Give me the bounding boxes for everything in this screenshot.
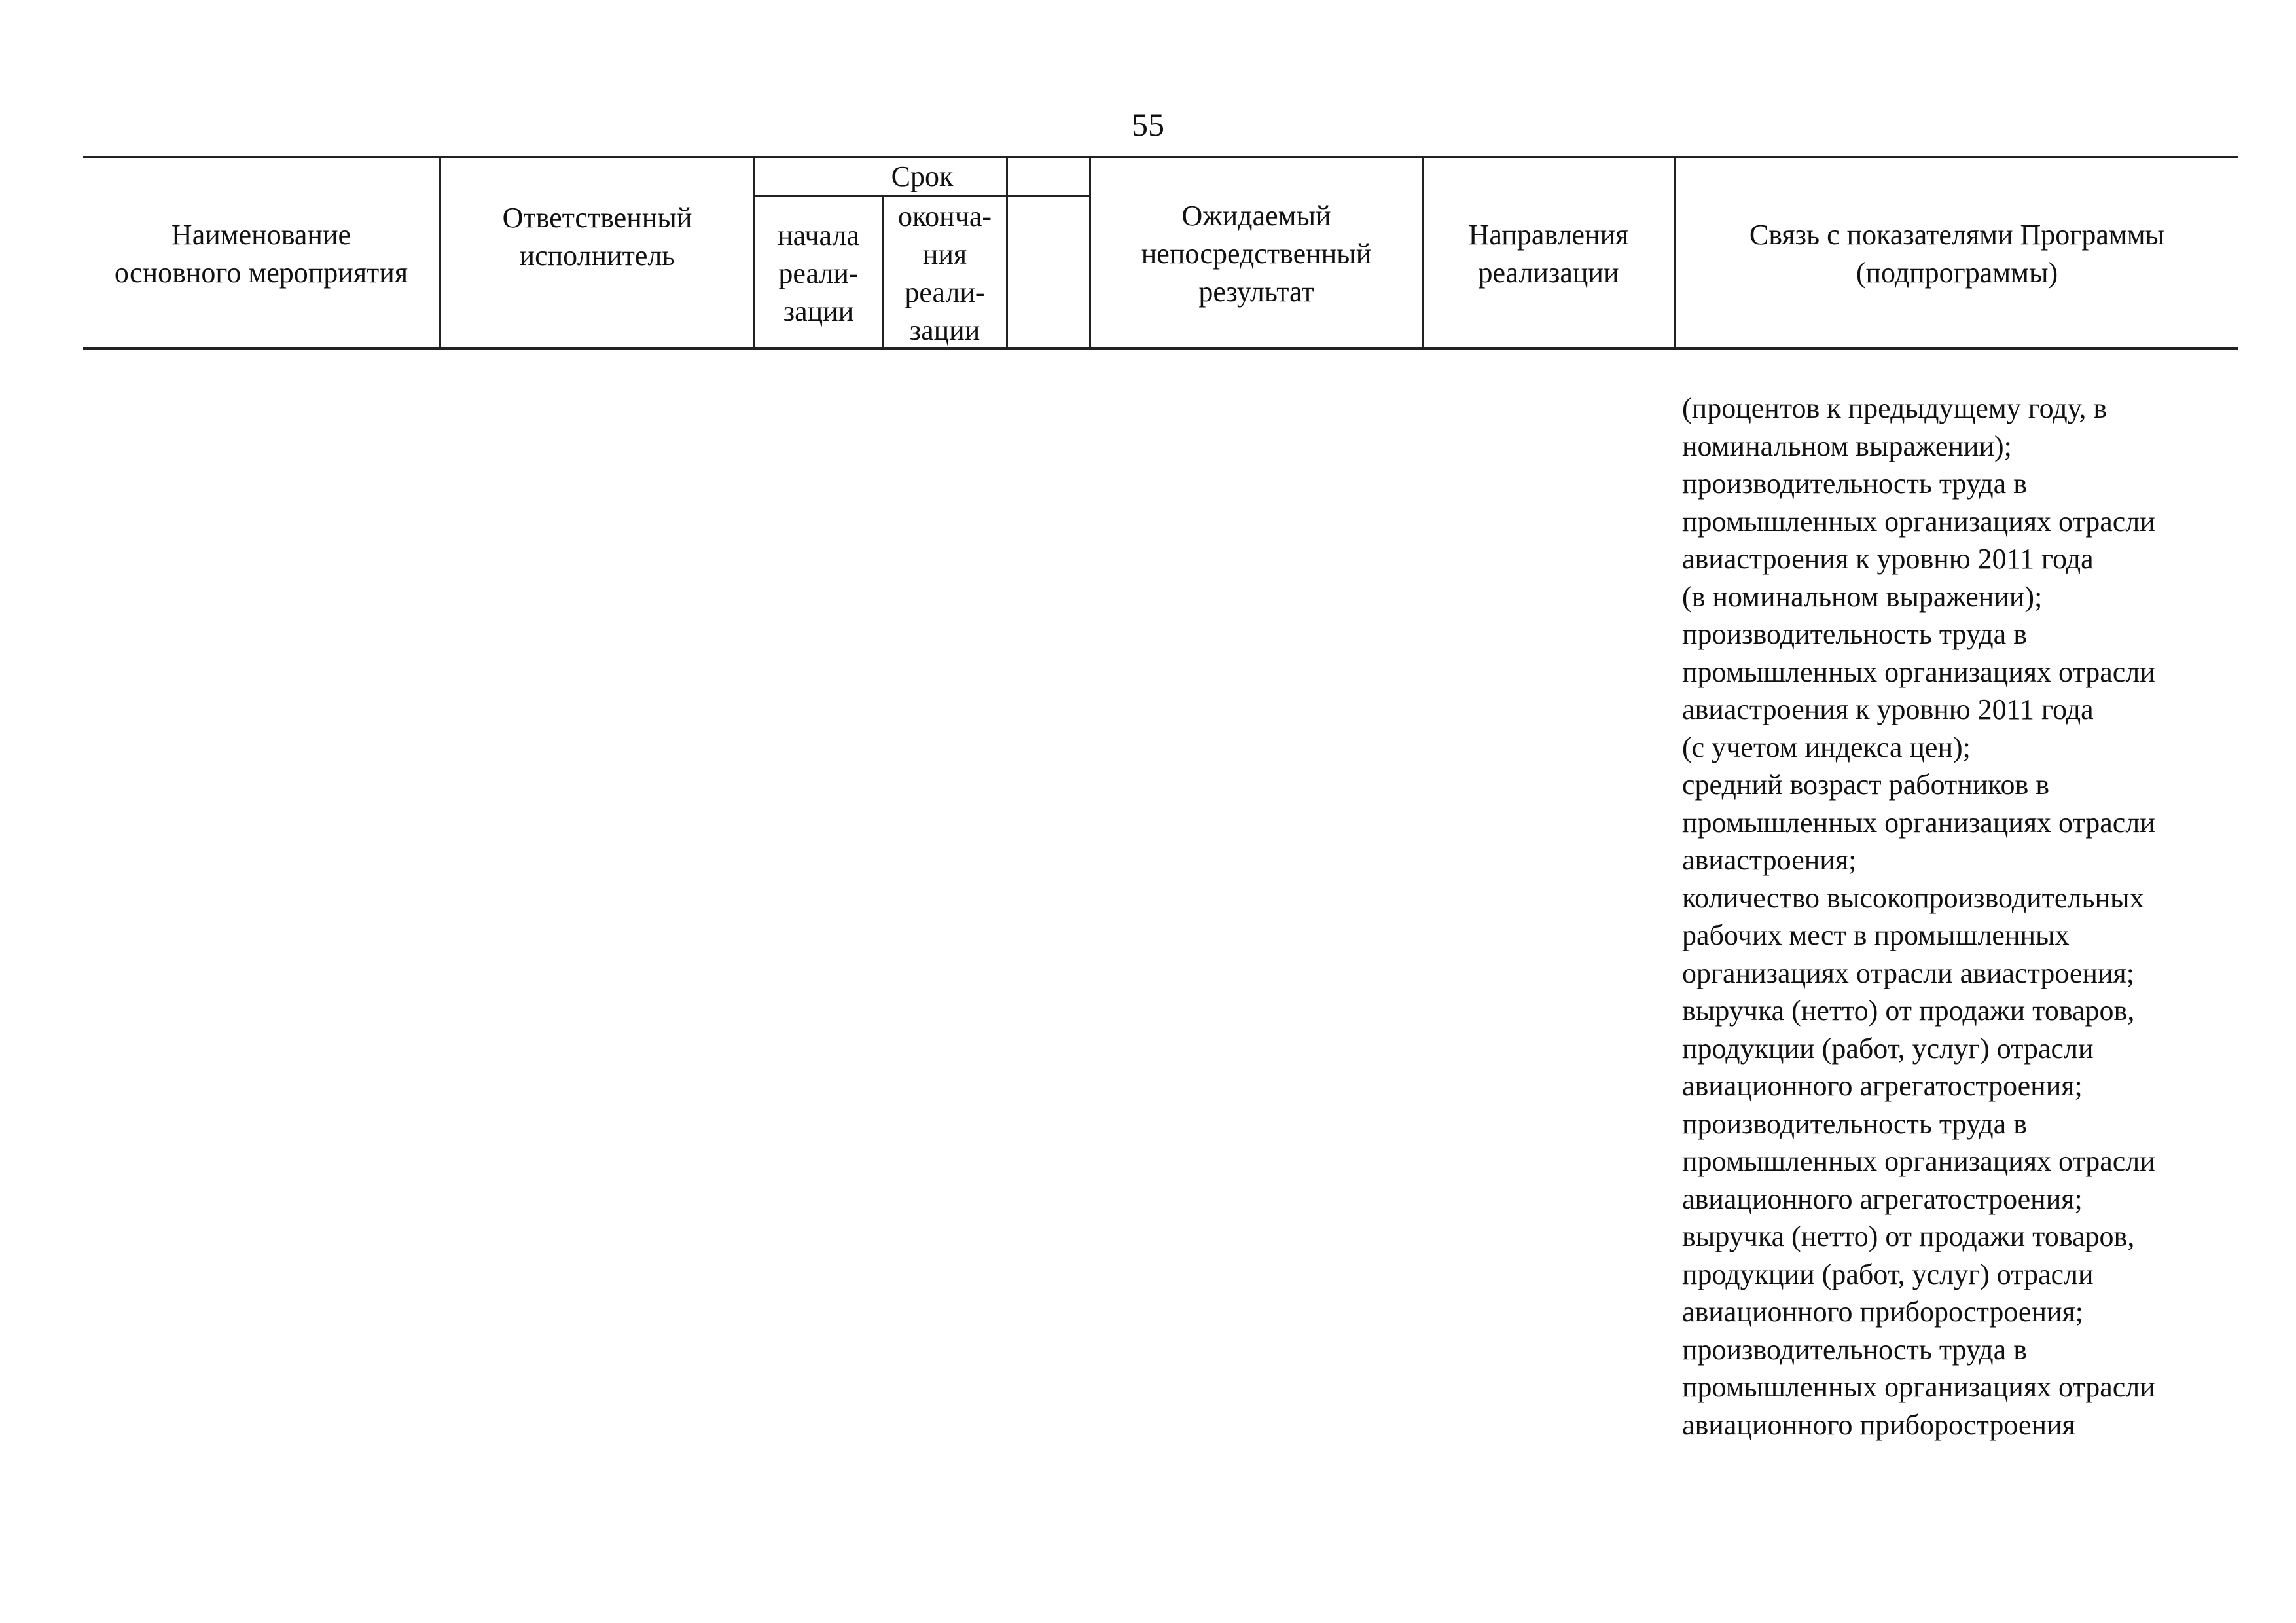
header-start <box>755 197 882 350</box>
header-activity-name <box>83 158 439 350</box>
indicator-text-line: выручка (нетто) от продажи товаров, <box>1682 994 2135 1027</box>
indicator-text-line: (процентов к предыдущему году, в <box>1682 392 2108 424</box>
indicator-text-line: авиастроения к уровню 2011 года <box>1682 693 2094 725</box>
header-text-line: Ожидаемый <box>1181 200 1331 232</box>
indicator-text-line: производительность труда в <box>1682 618 2027 650</box>
header-text-line: результат <box>1198 276 1314 308</box>
program-indicators-text <box>1682 390 2258 1444</box>
header-text-line: начала <box>778 219 859 251</box>
header-text-line: ния <box>922 238 967 270</box>
indicator-text-line: (с учетом индекса цен); <box>1682 731 1971 763</box>
indicator-text-line: номинальном выражении); <box>1682 429 2012 462</box>
indicator-text-line: рабочих мест в промышленных <box>1682 919 2070 951</box>
indicator-text-line: выручка (нетто) от продажи товаров, <box>1682 1220 2135 1252</box>
header-term <box>755 158 1089 195</box>
header-text-line: Ответственный <box>502 202 692 234</box>
indicator-text-line: авиационного агрегатостроения; <box>1682 1182 2083 1215</box>
header-responsible-executor <box>441 158 753 316</box>
indicator-text-line: промышленных организациях отрасли <box>1682 806 2155 839</box>
indicator-text-line: промышленных организациях отрасли <box>1682 1145 2155 1177</box>
indicator-text-line: количество высокопроизводительных <box>1682 881 2144 914</box>
indicator-text-line: (в номинальном выражении); <box>1682 580 2043 613</box>
indicator-text-line: авиастроения к уровню 2011 года <box>1682 543 2094 575</box>
header-expected-result <box>1091 158 1422 350</box>
indicator-text-line: авиационного приборостроения <box>1682 1408 2075 1441</box>
header-text-line: Срок <box>891 160 954 192</box>
header-text-line: исполнитель <box>519 240 675 272</box>
header-text-line: Наименование <box>171 219 351 251</box>
header-text-line: основного мероприятия <box>114 257 408 289</box>
header-text-line: зации <box>909 314 980 346</box>
header-end <box>884 197 1006 350</box>
indicator-text-line: авиастроения; <box>1682 844 1857 876</box>
header-text-line: зации <box>783 295 854 327</box>
header-text-line: (подпрограммы) <box>1856 257 2058 289</box>
indicator-text-line: промышленных организациях отрасли <box>1682 505 2155 538</box>
indicator-text-line: авиационного агрегатостроения; <box>1682 1070 2083 1102</box>
header-text-line: Направления <box>1468 219 1629 251</box>
header-program-indicators <box>1676 158 2238 350</box>
indicator-text-line: организациях отрасли авиастроения; <box>1682 957 2134 989</box>
indicator-text-line: авиационного приборостроения; <box>1682 1296 2084 1328</box>
indicator-text-line: продукции (работ, услуг) отрасли <box>1682 1032 2094 1065</box>
indicator-text-line: промышленных организациях отрасли <box>1682 1371 2155 1403</box>
header-directions <box>1424 158 1674 350</box>
indicator-text-line: производительность труда в <box>1682 467 2027 500</box>
header-text-line: реали- <box>905 276 985 308</box>
header-text-line: оконча- <box>898 200 992 232</box>
indicator-text-line: производительность труда в <box>1682 1107 2027 1140</box>
header-text-line: реали- <box>778 257 859 289</box>
table-header <box>83 156 2238 350</box>
indicator-text-line: продукции (работ, услуг) отрасли <box>1682 1258 2094 1290</box>
indicator-text-line: средний возраст работников в <box>1682 769 2049 801</box>
header-text-line: непосредственный <box>1141 238 1372 270</box>
indicator-text-line: промышленных организациях отрасли <box>1682 655 2155 688</box>
header-text-line: реализации <box>1478 257 1619 289</box>
header-text-line: Связь с показателями Программы <box>1749 219 2165 251</box>
page-number: 55 <box>1132 106 1164 143</box>
indicator-text-line: производительность труда в <box>1682 1333 2027 1366</box>
